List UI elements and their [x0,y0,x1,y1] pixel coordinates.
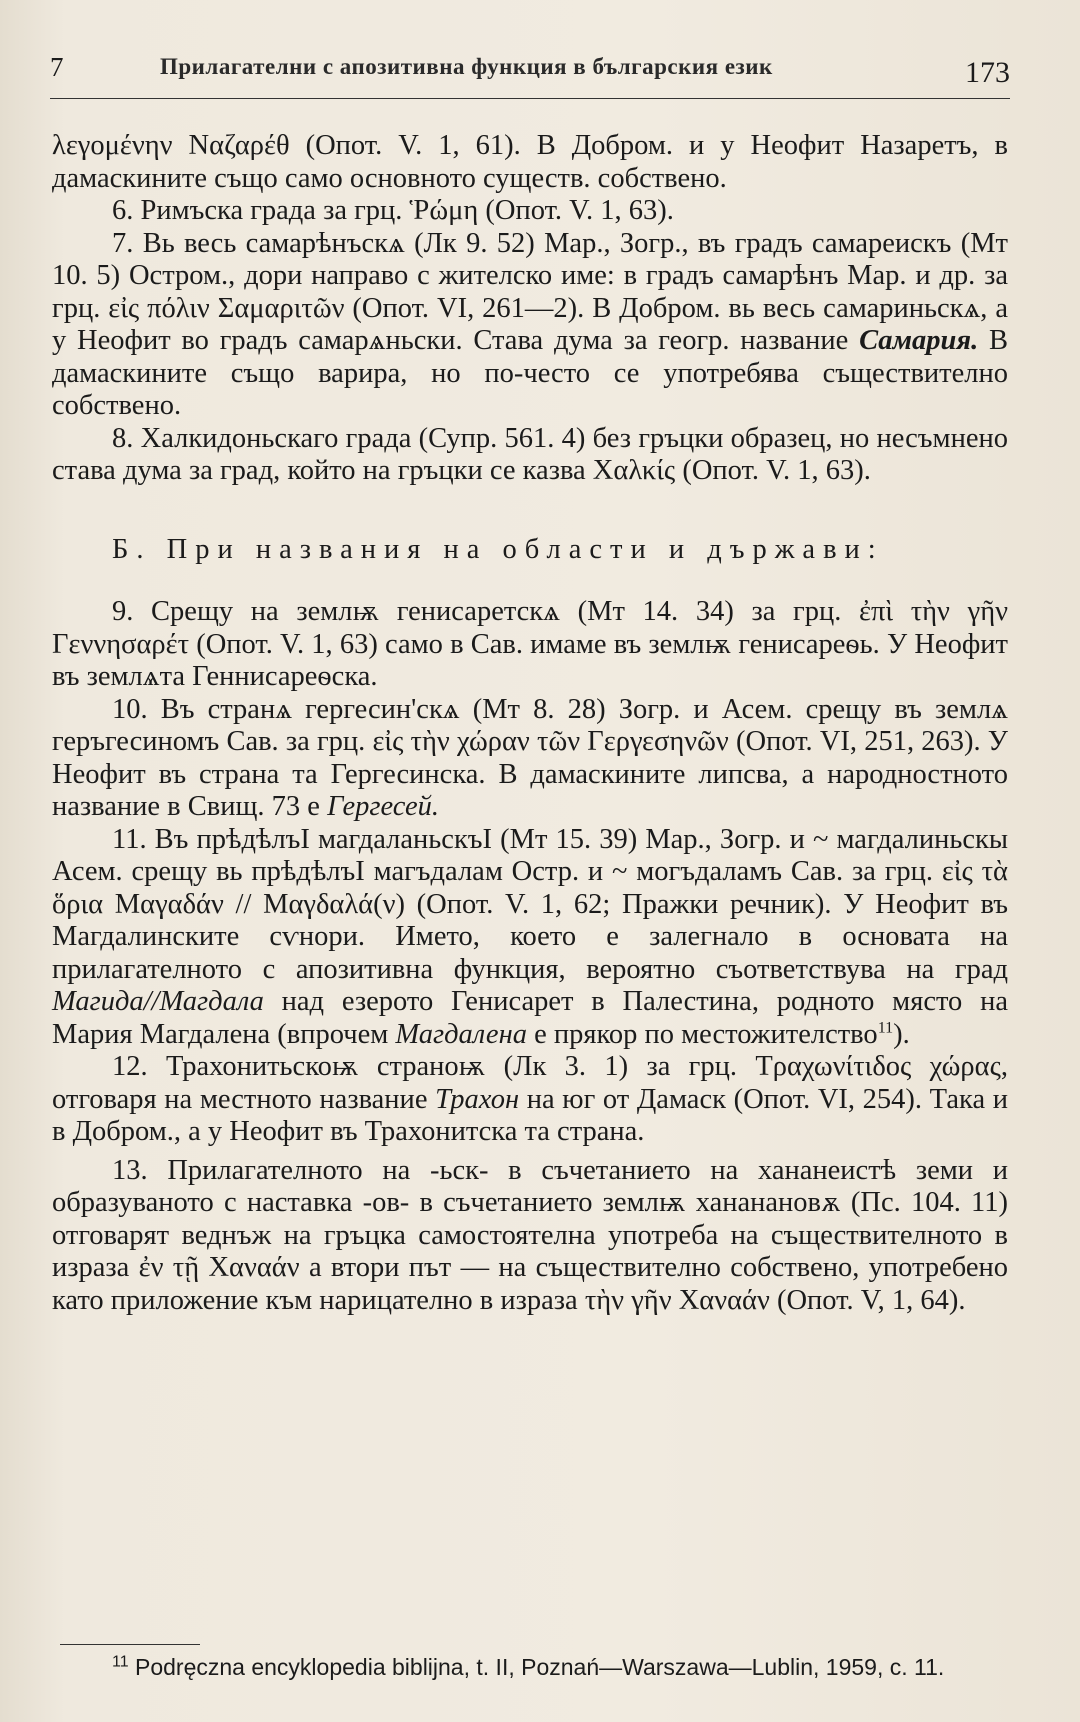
running-title: Прилагателни с апозитивна функция в българския език [160,54,773,79]
footnote [52,1652,1008,1682]
paragraph-8: 8. Халкидоньскаго града (Супр. 561. 4) без гръцки образец, но несъмнено става дума за град, който на гръцки се казва Χαλκίς (Опот. V. 1, 63). [52,422,1008,486]
paragraph-7: 7. Вь весь самарѣнъскѧ (Лк 9. 52) Мар., Зогр., въ градъ самареискъ (Мт 10. 5) Остром., дори направо с жителско име: в градъ самарѣнъ Мар. и др. за грц. εἰς πόλιν Σαμαριτῶν (Опот. VI, 261—2). В Добром. вь весь самариньскѧ, а у Неофит во градъ самарѧньски. Става дума за геогр. название Самария. В дамаскините също варира, но по-често се употребява съществително собствено. [52,227,1008,421]
footnote-rule [60,1644,200,1645]
paragraph-11: 11. Въ прѣдѣлъІ магдаланьскъІ (Мт 15. 39) Мар., Зогр. и ~ магдалиньскы Асем. срещу вь прѣдѣлъІ магъдалам Остр. и ~ могъдаламъ Сав. за грц. εἰς τὰ ὅρια Μαγαδάν // Μαγδαλά(ν) (Опот. V. 1, 62; Пражки речник). У Неофит въ Магдалинските сѵнори. Името, което е залегнало в основата на прилагателното с апозитивна функция, вероятно съответствува на град Магида//Магдала над езерото Генисарет в Палестина, родното място на Мария Магдалена (впрочем Магдалена е прякор по местожителство$^{11}$). [52,823,1008,1050]
paragraph-13: 13. Прилагателното на -ьск- в съчетанието на хананеистѣ земи и образуваното с наставка -ов- в съчетанието землѭ хананановѫ (Пс. 104. 11) отговарят веднъж на гръцка самостоятелна употреба на съществителното в израза ἐν τῇ Χαναάν а втори път — на съществително собствено, употребено като приложение към нарицателно в израза τὴν γῆν Χαναάν (Опот. V, 1, 64). [52,1154,1008,1316]
footnote-ref: 11 [877,1019,894,1036]
footnote-text: Podręczna encyklopedia biblijna, t. II, Poznań—Warszawa—Lublin, 1959, c. 11. [128,1654,945,1680]
paragraph-10: 10. Въ странѧ гергесин'скѧ (Мт 8. 28) Зогр. и Асем. срещу въ землѧ геръгесиномъ Сав. за грц. εἰς τὴν χώραν τῶν Γεργεσηνῶν (Опот. VI, 251, 263). У Неофит въ страна та Гергесинска. В дамаскините липсва, а народностното название в Свищ. 73 е Гергесей. [52,693,1008,822]
header-rule [50,98,1010,99]
footnote-mark: 11 [112,1653,129,1671]
running-header [50,48,1010,98]
section-heading: Б. При названия на области и държави: [112,533,884,565]
paragraph-9: 9. Срещу на землѭ генисаретскѧ (Мт 14. 34) за грц. ἐπὶ τὴν γῆν Γεννησαρέτ (Опот. V. 1, 63) само в Сав. имаме въ землѭ генисареѳь. У Неофит въ землѧта Геннисареѳска. [52,596,1008,692]
page-number: 173 [965,56,1010,89]
main-text [52,130,1008,1317]
paragraph-intro: λεγομένην Ναζαρέθ (Опот. V. 1, 61). В Добром. и у Неофит Назаретъ, в дамаскините също само основното существ. собствено. [52,130,1008,194]
chapter-number: 7 [50,52,64,82]
paragraph-12: 12. Трахонитьскоѭ страноѭ (Лк 3. 1) за грц. Τραχωνίτιδος χώρας, отговаря на местното название Трахон на юг от Дамаск (Опот. VI, 254). Така и в Добром., а у Неофит въ Трахонитска та страна. [52,1051,1008,1147]
paragraph-6: 6. Римъска града за грц. Ῥώμη (Опот. V. 1, 63). [112,195,674,226]
